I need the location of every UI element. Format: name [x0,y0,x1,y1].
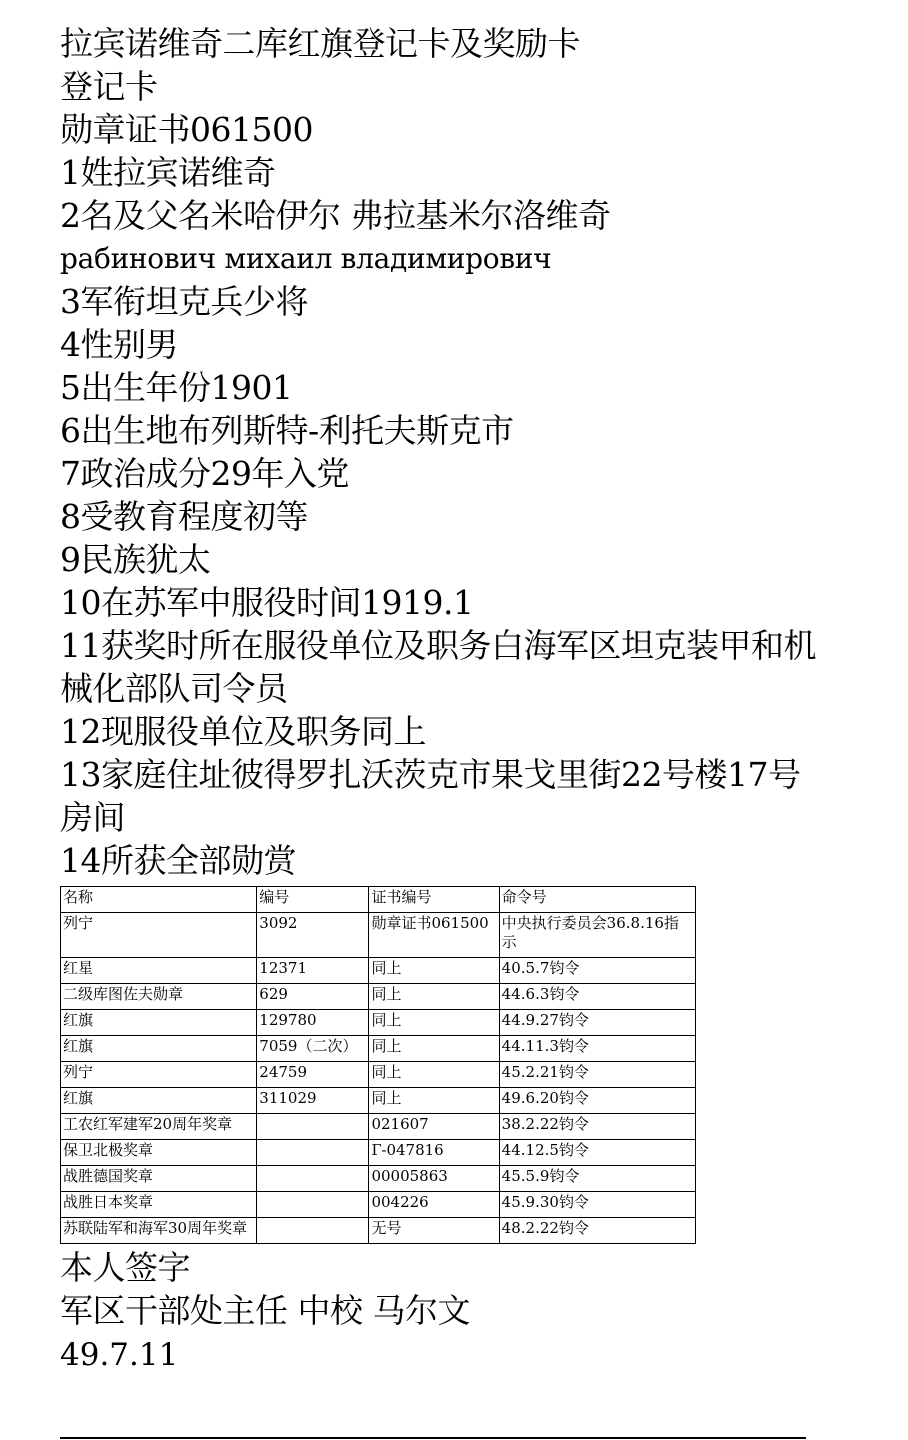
cell-certificate: Г-047816 [369,1140,499,1166]
table-header-row [61,887,696,913]
cell-number: 3092 [257,913,369,958]
cell-order: 45.2.21钧令 [499,1062,695,1088]
cell-order: 40.5.7钧令 [499,958,695,984]
cell-name: 二级库图佐夫勋章 [61,984,257,1010]
cell-number: 311029 [257,1088,369,1114]
cell-number [257,1166,369,1192]
field-home-address: 13家庭住址彼得罗扎沃茨克市果戈里街22号楼17号房间 [60,755,801,837]
table-row [61,1192,696,1218]
cell-certificate: 勋章证书061500 [369,913,499,958]
document-date: 49.7.11 [60,1337,179,1373]
cell-name: 红旗 [61,1010,257,1036]
bottom-divider [60,1437,806,1439]
table-row [61,958,696,984]
cell-order: 45.5.9钧令 [499,1166,695,1192]
cell-certificate: 00005863 [369,1166,499,1192]
cell-certificate: 同上 [369,958,499,984]
cell-number: 12371 [257,958,369,984]
signature-label: 本人签字 [60,1248,190,1287]
table-row [61,1010,696,1036]
cell-name: 红星 [61,958,257,984]
cell-name: 工农红军建军20周年奖章 [61,1114,257,1140]
official-signature: 军区干部处主任 中校 马尔文 [60,1291,470,1330]
header-name: 名称 [61,887,257,913]
field-current-unit: 12现服役单位及职务同上 [60,712,426,751]
cell-certificate: 同上 [369,1036,499,1062]
cell-name: 战胜德国奖章 [61,1166,257,1192]
cell-name: 战胜日本奖章 [61,1192,257,1218]
field-education: 8受教育程度初等 [60,497,308,536]
awards-table-body [61,913,696,1244]
cell-order: 44.9.27钧令 [499,1010,695,1036]
cell-name: 列宁 [61,1062,257,1088]
field-all-awards: 14所获全部勋赏 [60,841,296,880]
cell-name: 列宁 [61,913,257,958]
cell-order: 38.2.22钧令 [499,1114,695,1140]
cell-name: 红旗 [61,1036,257,1062]
cell-number: 629 [257,984,369,1010]
cell-certificate: 021607 [369,1114,499,1140]
table-row [61,1166,696,1192]
cell-certificate: 同上 [369,1088,499,1114]
table-row [61,984,696,1010]
cell-number: 129780 [257,1010,369,1036]
table-row [61,1062,696,1088]
field-russian-name: рабинович михаил владимирович [60,242,552,275]
registration-card-document [60,22,890,1377]
field-sex: 4性别男 [60,325,178,364]
header-certificate: 证书编号 [369,887,499,913]
cell-number [257,1140,369,1166]
cell-name: 苏联陆军和海军30周年奖章 [61,1218,257,1244]
cell-certificate: 004226 [369,1192,499,1218]
cell-name: 保卫北极奖章 [61,1140,257,1166]
table-row [61,1218,696,1244]
field-nationality: 9民族犹太 [60,540,211,579]
cell-order: 44.11.3钧令 [499,1036,695,1062]
header-order: 命令号 [499,887,695,913]
header-number: 编号 [257,887,369,913]
field-party: 7政治成分29年入党 [60,454,349,493]
cell-order: 44.6.3钧令 [499,984,695,1010]
cell-certificate: 同上 [369,1062,499,1088]
card-label: 登记卡 [60,67,158,106]
table-row [61,1114,696,1140]
field-birthplace: 6出生地布列斯特-利托夫斯克市 [60,411,514,450]
cell-number [257,1192,369,1218]
table-row [61,1088,696,1114]
cell-order: 49.6.20钧令 [499,1088,695,1114]
cell-certificate: 同上 [369,1010,499,1036]
cell-number: 7059（二次） [257,1036,369,1062]
awards-table [60,886,696,1244]
table-row [61,1140,696,1166]
field-unit-at-award: 11获奖时所在服役单位及职务白海军区坦克装甲和机械化部队司令员 [60,626,816,708]
cell-name: 红旗 [61,1088,257,1114]
certificate-number: 勋章证书061500 [60,110,313,149]
cell-order: 44.12.5钧令 [499,1140,695,1166]
field-name-patronymic: 2名及父名米哈伊尔 弗拉基米尔洛维奇 [60,196,611,235]
cell-certificate: 无号 [369,1218,499,1244]
field-rank: 3军衔坦克兵少将 [60,282,308,321]
table-row [61,1036,696,1062]
table-row [61,913,696,958]
field-service-start: 10在苏军中服役时间1919.1 [60,583,474,622]
cell-order: 中央执行委员会36.8.16指示 [499,913,695,958]
cell-order: 48.2.22钧令 [499,1218,695,1244]
cell-number: 24759 [257,1062,369,1088]
field-birth-year: 5出生年份1901 [60,368,293,407]
cell-number [257,1218,369,1244]
document-title: 拉宾诺维奇二库红旗登记卡及奖励卡 [60,24,580,63]
cell-number [257,1114,369,1140]
cell-order: 45.9.30钧令 [499,1192,695,1218]
field-surname: 1姓拉宾诺维奇 [60,153,276,192]
cell-certificate: 同上 [369,984,499,1010]
